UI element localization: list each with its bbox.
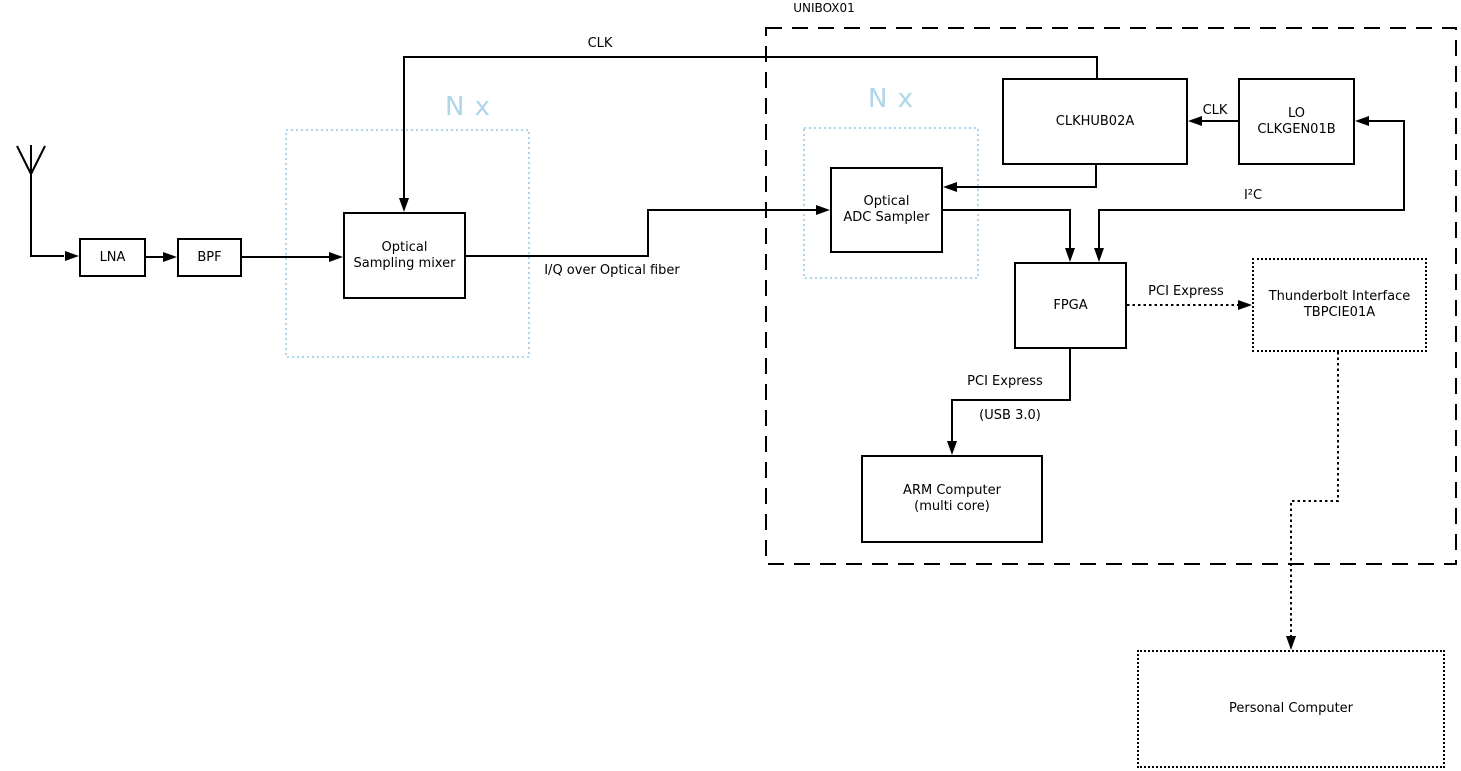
node-lna-label: LNA [99, 249, 126, 265]
wire-adc-to-fpga [943, 210, 1070, 248]
node-bpf-label: BPF [197, 249, 222, 265]
node-label-line: Thunderbolt Interface [1268, 289, 1411, 304]
edge-label-clk-lo-to-hub: CLK [1202, 103, 1228, 118]
arrowhead [1065, 248, 1075, 262]
node-optical-adc-sampler [830, 167, 943, 253]
node-bpf [177, 238, 242, 277]
node-label-line: Optical [381, 239, 428, 255]
wire-fpga-to-arm [952, 349, 1070, 441]
node-clkhub02a [1002, 78, 1188, 165]
arrowhead [329, 252, 343, 262]
node-lna [79, 238, 146, 277]
edge-label-clk-top: CLK [587, 36, 613, 51]
edge-label-usb: (USB 3.0) [979, 408, 1041, 423]
arrowhead [399, 198, 409, 212]
arrowhead [943, 182, 957, 192]
node-fpga [1014, 262, 1127, 349]
edge-label-pcie-arm: PCI Express [967, 374, 1043, 389]
node-label-line: (multi core) [914, 499, 990, 514]
node-label-line: LO [1287, 105, 1305, 121]
edge-label-pcie-thunderbolt: PCI Express [1148, 284, 1224, 299]
node-clkhub02a-label: CLKHUB02A [1055, 113, 1135, 129]
node-lo-clkgen01b [1238, 78, 1355, 165]
arrowhead [1094, 248, 1104, 262]
antenna-icon [31, 146, 45, 174]
node-personal-computer [1137, 650, 1445, 768]
node-label-line: Optical [863, 194, 910, 209]
node-optical-sampling-mixer [343, 212, 466, 299]
wire-thunderbolt-to-pc [1291, 352, 1338, 636]
node-label-line: ADC Sampler [843, 210, 930, 225]
node-label-line: ARM Computer [903, 483, 1001, 498]
wire-clk-to-mixer [404, 57, 1097, 198]
arrowhead [947, 441, 957, 455]
wire-iq-fiber [466, 210, 816, 256]
nx-label-left: N x [444, 92, 492, 122]
arrowhead [1355, 116, 1369, 126]
arrowhead [163, 252, 177, 262]
node-thunderbolt-interface [1252, 258, 1427, 352]
node-label-line: Sampling mixer [353, 255, 456, 271]
arrowhead [1286, 636, 1296, 650]
node-personal-computer-label: Personal Computer [1228, 701, 1354, 716]
arrowhead [1238, 300, 1252, 310]
unibox01-label: UNIBOX01 [793, 1, 855, 15]
nx-label-right: N x [867, 84, 915, 114]
node-label-line: CLKGEN01B [1257, 121, 1336, 137]
node-arm-computer [861, 455, 1043, 543]
node-label-line: TBPCIE01A [1303, 305, 1376, 320]
node-fpga-label: FPGA [1053, 297, 1088, 313]
arrowhead [816, 205, 830, 215]
arrowhead [1188, 116, 1202, 126]
antenna-icon [17, 146, 31, 174]
antenna-icon [31, 145, 64, 256]
edge-label-i2c: I²C [1243, 188, 1263, 203]
arrowhead [65, 251, 79, 261]
edge-label-iq-fiber: I/Q over Optical fiber [544, 263, 680, 278]
